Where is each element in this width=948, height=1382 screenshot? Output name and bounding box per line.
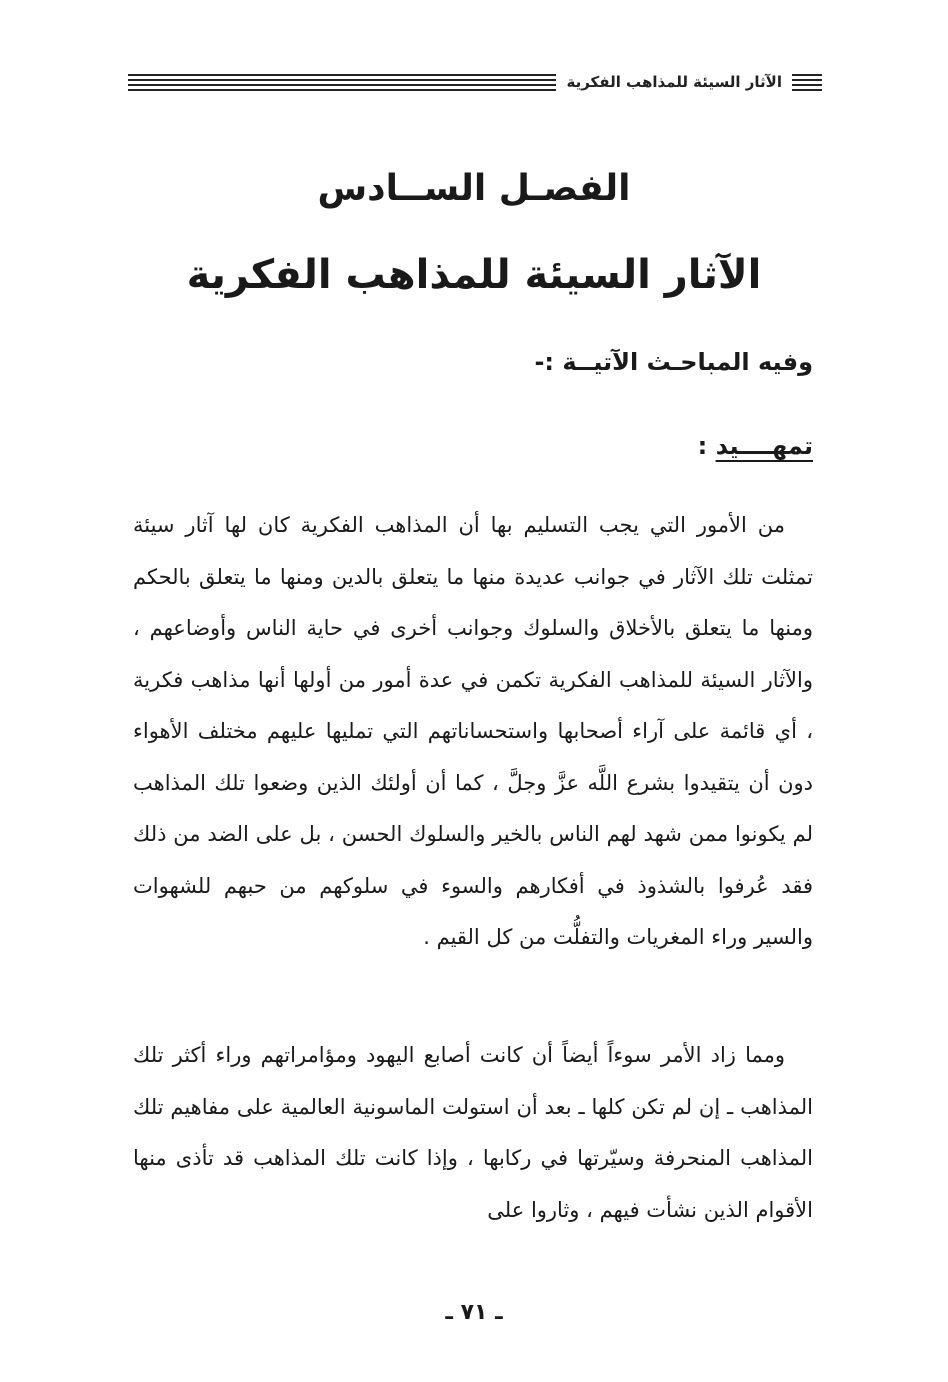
prelude-heading-colon: : (697, 432, 708, 460)
body-paragraph-1: من الأمور التي يجب التسليم بها أن المذاهب الفكرية كان لها آثار سيئة تمثلت تلك الآثار في جوانب عديدة منها ما يتعلق بالدين ومنها ما يتعلق بالحكم ومنها ما يتعلق بالأخلاق والسلوك وجوانب أخرى في حاية الناس وأوضاعهم ، والآثار السيئة للمذاهب الفكرية تكمن في عدة أمور من أولها أنها مذاهب فكرية ، أي قائمة على آراء أصحابها واستحساناتهم التي تمليها عليهم مختلف الأهواء دون أن يتقيدوا بشرع اللَّه عزَّ وجلَّ ، كما أن أولئك الذين وضعوا تلك المذاهب لم يكونوا ممن شهد لهم الناس بالخير والسلوك الحسن ، بل على الضد من ذلك فقد عُرفوا بالشذوذ في أفكارهم والسوء في سلوكهم من حبهم للشهوات والسير وراء المغريات والتفلُّت من كل القيم . (133, 513, 813, 949)
chapter-title: الآثار السيئة للمذاهب الفكرية (186, 252, 762, 298)
header-rule-left (128, 74, 556, 91)
running-header (128, 62, 822, 102)
page-number: ـ ٧١ ـ (445, 1300, 503, 1325)
body-paragraph-2: ومما زاد الأمر سوءاً أيضاً أن كانت أصابع اليهود ومؤامراتهم وراء أكثر تلك المذاهب ـ إن لم تكن كلها ـ بعد أن استولت الماسونية العالمية على مفاهيم تلك المذاهب المنحرفة وسيّرتها في ركابها ، وإذا كانت تلك المذاهب قد تأذى منها الأقوام الذين نشأت فيهم ، وثاروا على (133, 1043, 813, 1222)
header-rule-right (792, 74, 822, 91)
topics-intro: وفيه المباحـث الآتيــة :- (534, 348, 813, 376)
chapter-label: الفصـل الســادس (317, 168, 631, 209)
running-header-title: الآثار السيئة للمذاهب الفكرية (566, 73, 782, 91)
prelude-heading (698, 432, 813, 460)
prelude-heading-word: تمهــــيد (715, 432, 813, 460)
